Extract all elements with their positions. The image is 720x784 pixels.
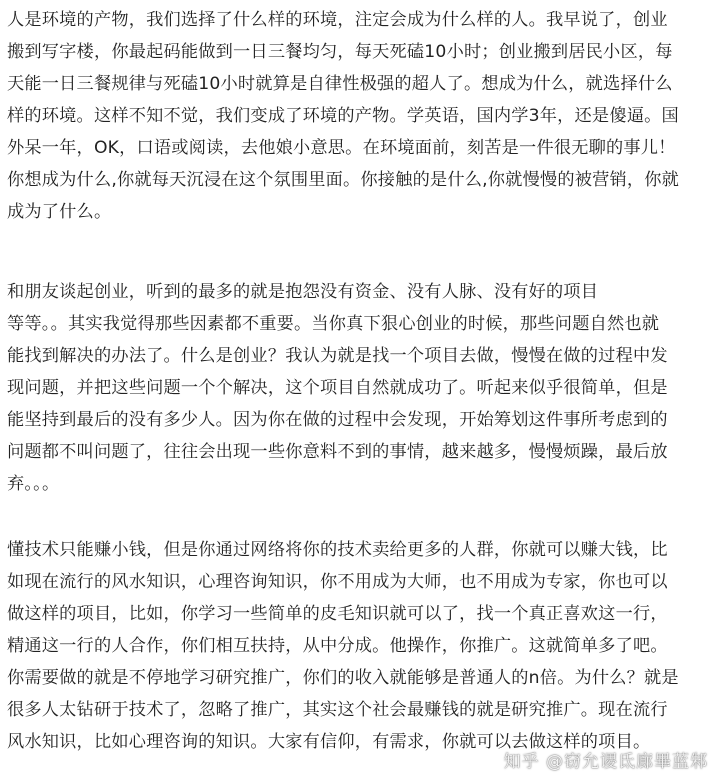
paragraph-startup: 和朋友谈起创业，听到的最多的就是抱怨没有资金、没有人脉、没有好的项目 等等。。其实我觉得那些因素都不重要。当你真下狠心创业的时候，那些问题自然也就 能找到解决的办法了。什么是创业？我认为就是找一个项目去做，慢慢在做的过程中发 现问题，并把这些问题一个个解决，这个项目自然就成功了。听起来似乎很简单，但是 能坚持到最后的没有多少人。因为你在做的过程中会发现，开始筹划这件事所考虑到的 问题都不叫问题了，往往会出现一些你意料不到的事情，越来越多，慢慢烦躁，最后放 弃。。。 [7, 282, 668, 494]
paragraph-environment: 人是环境的产物，我们选择了什么样的环境，注定会成为什么样的人。我早说了，创业 搬到写字楼，你最起码能做到一日三餐均匀，每天死磕10小时；创业搬到居民小区，每 天能一日三餐规律与死磕10小时就算是自律性极强的超人了。想成为什么，就选择什么 样的环境。这样不知不觉，我们变成了环境的产物。学英语，国内学3年，还是傻逼。国 外呆一年，OK，口语或阅读，去他娘小意思。在环境面前，刻苦是一件很无聊的事儿！ 你想成为什么,你就每天沉浸在这个氛围里面。你接触的是什么,你就慢慢的被营销，你就 成为了什么。 [7, 10, 680, 222]
paragraph-technology: 懂技术只能赚小钱，但是你通过网络将你的技术卖给更多的人群，你就可以赚大钱，比 如现在流行的风水知识，心理咨询知识，你不用成为大师，也不用成为专家，你也可以 做这样的项目，比如，你学习一些简单的皮毛知识就可以了，找一个真正喜欢这一行， 精通这一行的人合作，你们相互扶持，从中分成。他操作，你推广。这就简单多了吧。 你需要做的就是不停地学习研究推广，你们的收入就能够是普通人的n倍。为什么？就是 很多人太钻研于技术了，忽略了推广，其实这个社会最赚钱的就是研究推广。现在流行 风水知识，比如心理咨询的知识。大家有信仰，有需求，你就可以去做这样的项目。 [7, 540, 679, 752]
article-body [7, 4, 715, 758]
zhihu-watermark: 知乎 @窃允谡氐廊畢蓝邾 [503, 752, 708, 772]
